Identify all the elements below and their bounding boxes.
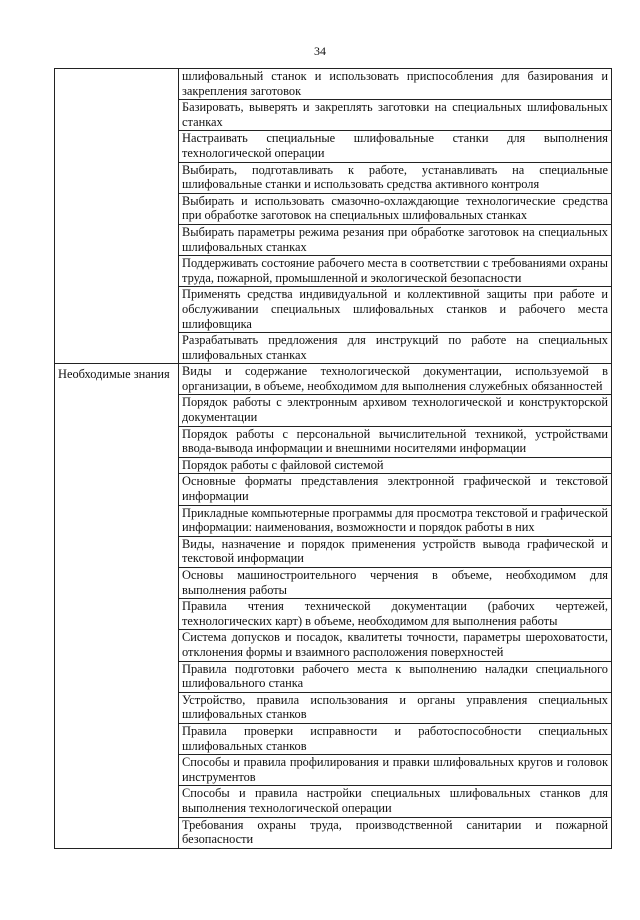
table-row (55, 69, 612, 100)
table-cell: Способы и правила профилирования и правки шлифовальных кругов и головок инструментов (179, 755, 612, 786)
table-cell: Порядок работы с электронным архивом технологической и конструкторской документации (179, 395, 612, 426)
table-row (55, 364, 612, 395)
table-cell: Правила подготовки рабочего места к выполнению наладки специального шлифовального станка (179, 661, 612, 692)
table-cell: Способы и правила настройки специальных шлифовальных станков для выполнения технологической операции (179, 786, 612, 817)
table-cell: Применять средства индивидуальной и коллективной защиты при работе и обслуживании специальных шлифовальных станков и рабочего места шлифовщика (179, 287, 612, 333)
table-cell: шлифовальный станок и использовать приспособления для базирования и закрепления заготовок (179, 69, 612, 100)
competency-table (54, 68, 612, 849)
table-cell: Поддерживать состояние рабочего места в соответствии с требованиями охраны труда, пожарной, промышленной и экологической безопасности (179, 256, 612, 287)
table-cell: Порядок работы с персональной вычислительной техникой, устройствами ввода-вывода информации и внешними носителями информации (179, 426, 612, 457)
table-cell: Виды, назначение и порядок применения устройств вывода графической и текстовой информации (179, 536, 612, 567)
table-cell: Устройство, правила использования и органы управления специальных шлифовальных станков (179, 692, 612, 723)
page-number: 34 (314, 44, 326, 58)
table-cell: Прикладные компьютерные программы для просмотра текстовой и графической информации: наименования, возможности и порядок работы в них (179, 505, 612, 536)
table-cell: Выбирать параметры режима резания при обработке заготовок на специальных шлифовальных станках (179, 224, 612, 255)
table-cell: Правила проверки исправности и работоспособности специальных шлифовальных станков (179, 723, 612, 754)
table-cell: Требования охраны труда, производственной санитарии и пожарной безопасности (179, 817, 612, 848)
table-cell: Настраивать специальные шлифовальные станки для выполнения технологической операции (179, 131, 612, 162)
table-cell: Основы машиностроительного черчения в объеме, необходимом для выполнения работы (179, 568, 612, 599)
skills-label-cell (55, 69, 179, 364)
table-cell: Базировать, выверять и закреплять заготовки на специальных шлифовальных станках (179, 100, 612, 131)
table-cell: Система допусков и посадок, квалитеты точности, параметры шероховатости, отклонения формы и взаимного расположения поверхностей (179, 630, 612, 661)
table-cell: Основные форматы представления электронной графической и текстовой информации (179, 474, 612, 505)
knowledge-label: Необходимые знания (55, 364, 179, 848)
table-cell: Выбирать, подготавливать к работе, устанавливать на специальные шлифовальные станки и использовать средства активного контроля (179, 162, 612, 193)
table-cell: Правила чтения технической документации (рабочих чертежей, технологических карт) в объеме, необходимом для выполнения работы (179, 599, 612, 630)
table-cell: Выбирать и использовать смазочно-охлаждающие технологические средства при обработке заготовок на специальных шлифовальных станках (179, 193, 612, 224)
table-cell: Виды и содержание технологической документации, используемой в организации, в объеме, необходимом для выполнения служебных обязанностей (179, 364, 612, 395)
table-cell: Разрабатывать предложения для инструкций по работе на специальных шлифовальных станках (179, 333, 612, 364)
table-cell: Порядок работы с файловой системой (179, 457, 612, 474)
